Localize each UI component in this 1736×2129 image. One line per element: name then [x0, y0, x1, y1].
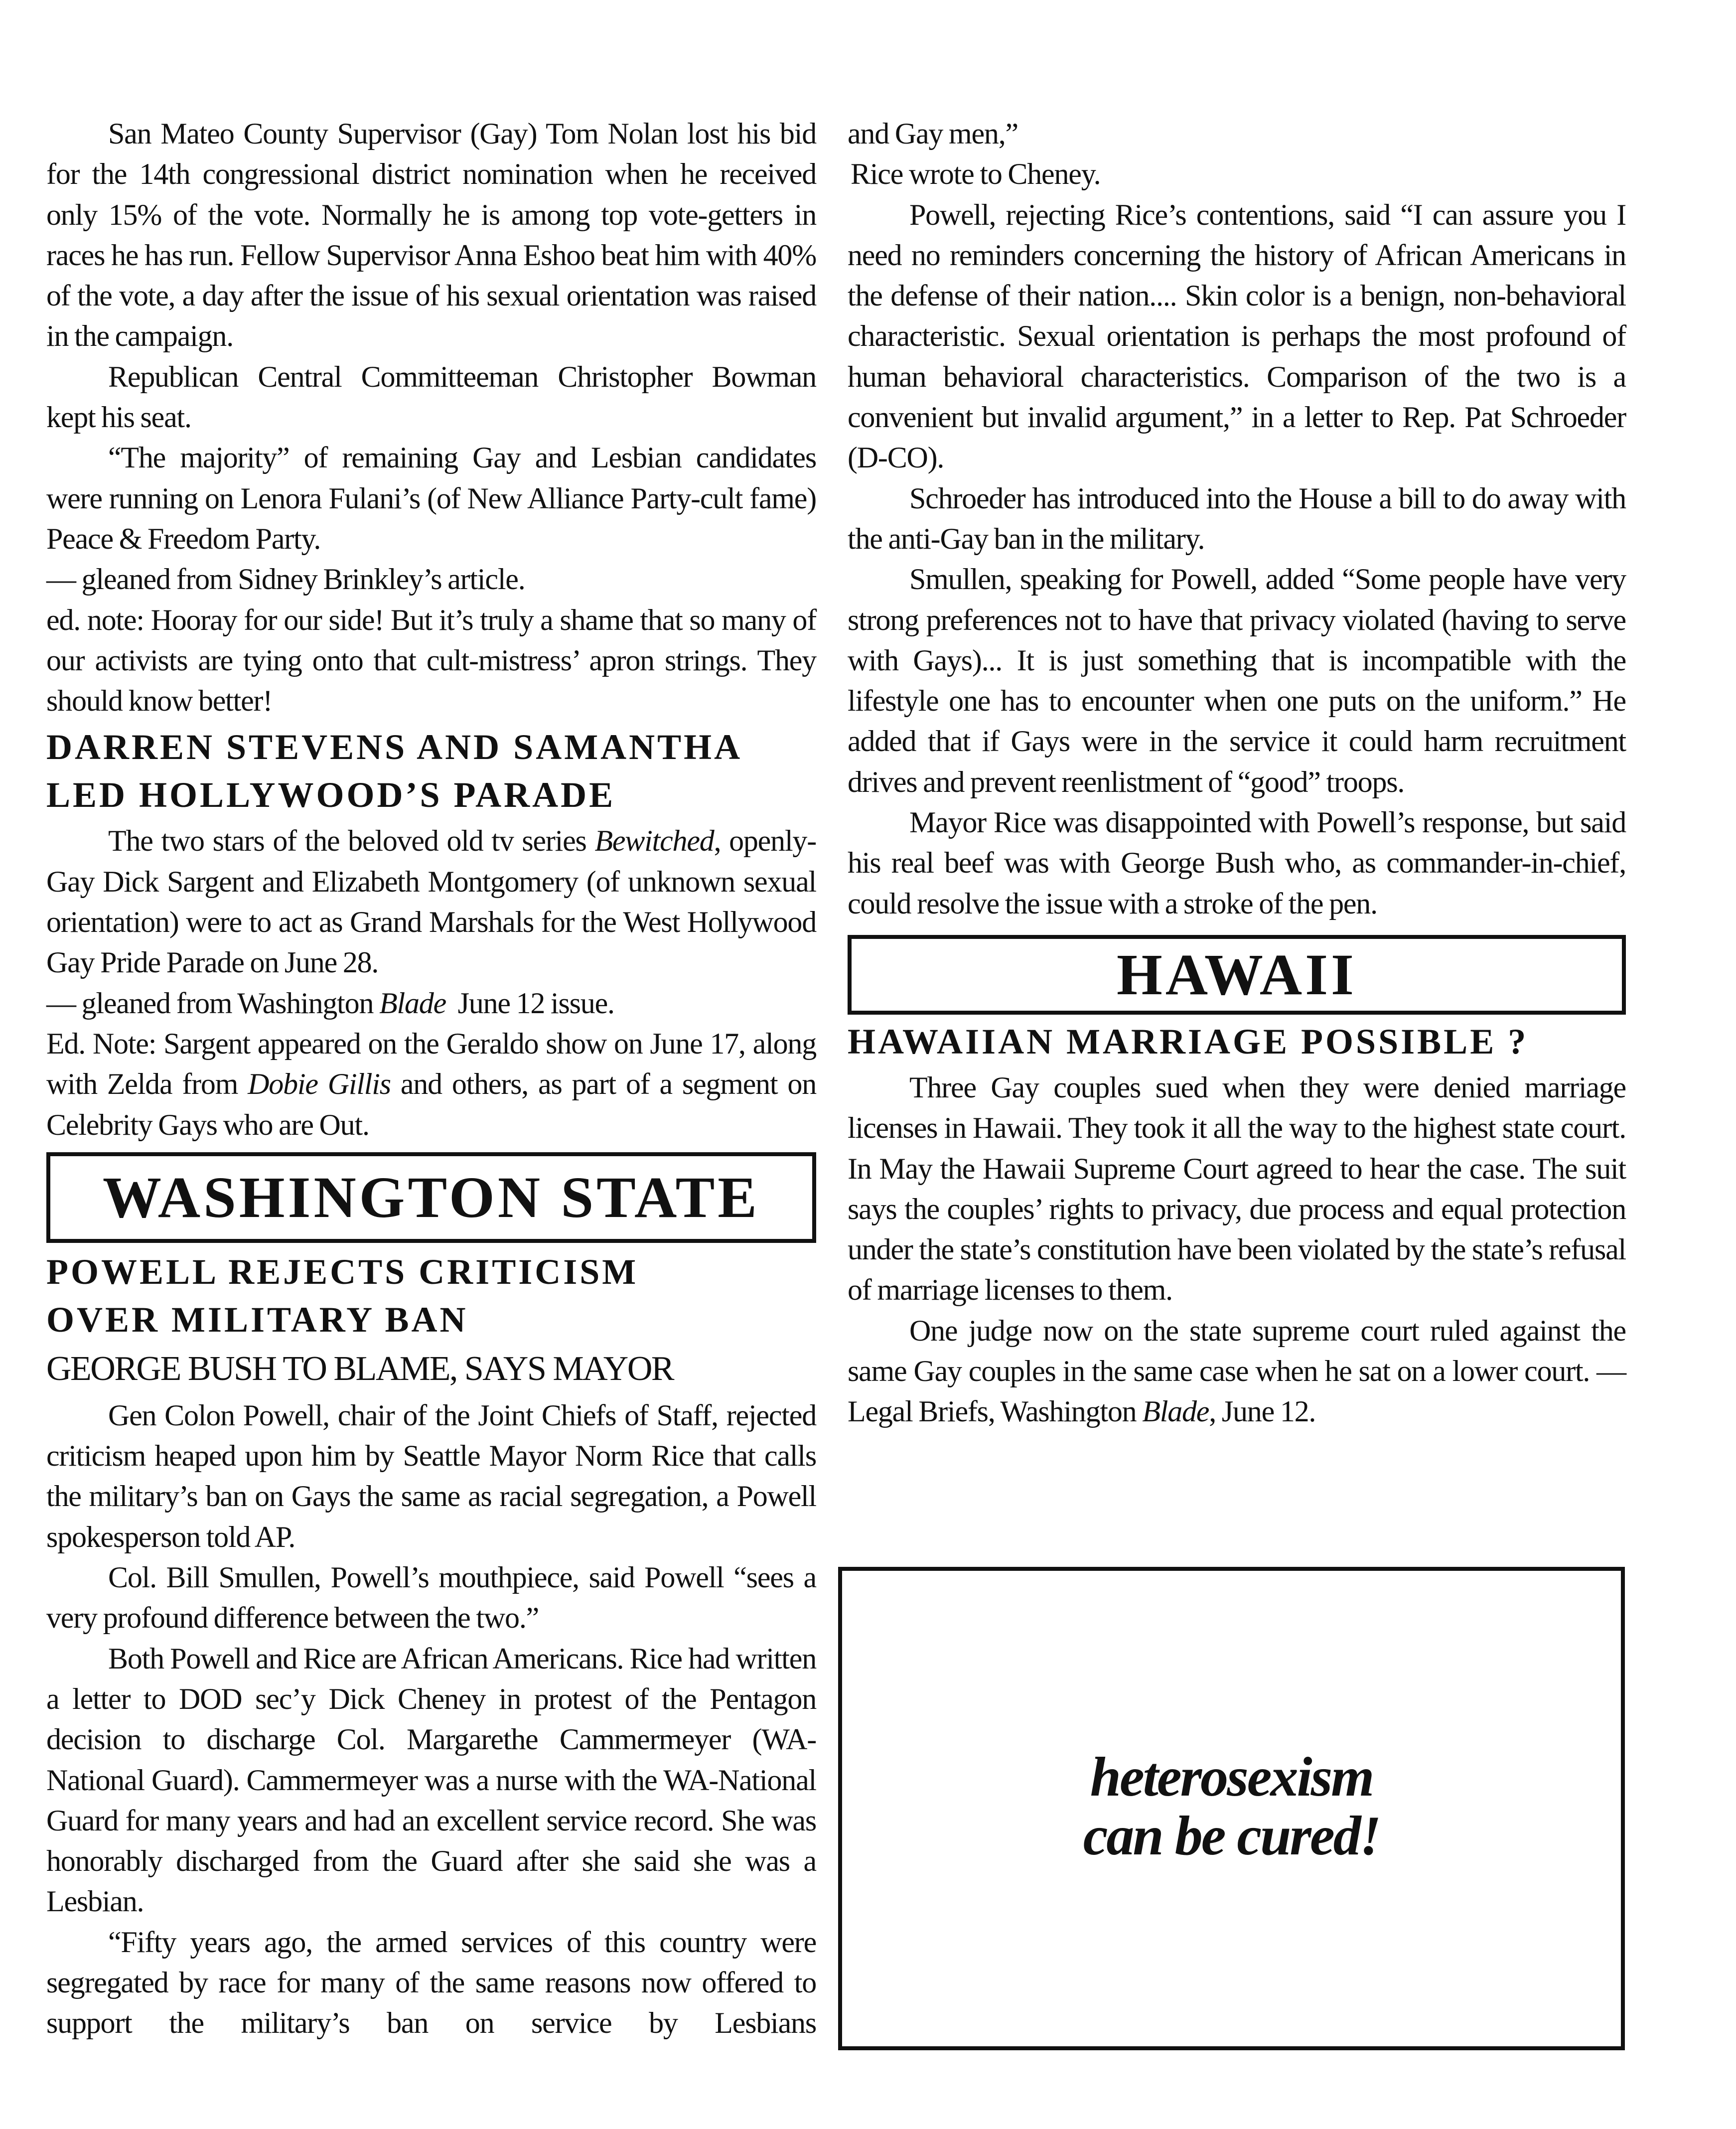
- right-column: [848, 114, 1626, 1432]
- source-credit: — gleaned from Sidney Brinkley’s article.: [46, 563, 525, 596]
- section-banner-hawaii: [848, 935, 1626, 1015]
- section-title: WASHINGTON STATE: [103, 1164, 760, 1230]
- continued-text: and Gay men,”: [848, 117, 1018, 150]
- editor-note: [46, 1024, 816, 1145]
- italic-title: Bewitched: [594, 824, 714, 858]
- schroeder-paragraph: Schroeder has introduced into the House a bill to do away with the anti-Gay ban in the military.: [848, 481, 1626, 555]
- article-bowman-paragraph: Republican Central Committeeman Christopher Bowman kept his seat.: [46, 360, 816, 434]
- left-column: [46, 114, 816, 2044]
- hawaii-paragraph: [848, 1311, 1626, 1432]
- ad-slogan-line: heterosexism: [1090, 1746, 1373, 1808]
- powell-paragraph: Both Powell and Rice are African Americans. Rice had written a letter to DOD sec’y Dick Cheney in protest of the Pentagon decision to discharge Col. Margarethe Cammermeyer (WA-National Guard). Cammermeyer was a nurse with the WA-National Guard for many years and had an excellent service record. She was honorably discharged from the Guard after she said she was a Lesbian.: [46, 1642, 816, 1918]
- text-span: Ed. Note: Sargent appeared on the Geraldo show on June 17, along with Zelda from: [46, 1027, 816, 1101]
- text-span: June 12 issue.: [446, 986, 614, 1020]
- editor-note: ed. note: Hooray for our side! But it’s truly a shame that so many of our activists are tying onto that cult-mistress’ apron strings. They should know better!: [46, 603, 816, 718]
- text-span: and others, as part of a segment on Celebrity Gays who are Out.: [46, 1067, 816, 1141]
- smullen-paragraph: Smullen, speaking for Powell, added “Some people have very strong preferences not to have that privacy violated (having to serve with Gays)... It is just something that is incompatible with the lifestyle one has to encounter when one puts on the uniform.” He added that if Gays were in the service it could harm recruitment drives and prevent reenlistment of “good” troops.: [848, 563, 1626, 798]
- advertisement-box: [838, 1567, 1625, 2050]
- headline-powell: POWELL REJECTS CRITICISM OVER MILITARY BAN: [46, 1251, 639, 1340]
- parade-paragraph: [46, 821, 816, 983]
- section-banner-washington: [46, 1152, 816, 1243]
- italic-title: Blade: [1142, 1395, 1209, 1428]
- continued-text: Rice wrote to Cheney.: [851, 157, 1101, 191]
- powell-paragraph: Col. Bill Smullen, Powell’s mouthpiece, said Powell “sees a very profound difference between the two.”: [46, 1561, 816, 1635]
- text-span: One judge now on the state supreme court ruled against the same Gay couples in the same case when he sat on a lower court. — Legal Briefs, Washington: [848, 1314, 1626, 1428]
- ad-slogan: [842, 1748, 1621, 1865]
- powell-response-paragraph: Powell, rejecting Rice’s contentions, said “I can assure you I need no reminders concerning the history of African Americans in the defense of their nation.... Skin color is a benign, non-behavioral characteristic. Sexual orientation is perhaps the most profound of human behavioral characteristics. Comparison of the two is a convenient but invalid argument,” in a letter to Rep. Pat Schroeder (D-CO).: [848, 198, 1626, 474]
- headline-hollywood-parade: DARREN STEVENS AND SAMANTHA LED HOLLYWOOD’S PARADE: [46, 727, 741, 815]
- section-title: HAWAII: [1117, 941, 1357, 1007]
- headline-hawaii: HAWAIIAN MARRIAGE POSSIBLE ?: [848, 1021, 1529, 1062]
- article-nolan-paragraph: San Mateo County Supervisor (Gay) Tom Nolan lost his bid for the 14th congressional district nomination when he received only 15% of the vote. Normally he is among top vote-getters in races he has run. Fellow Supervisor Anna Eshoo beat him with 40% of the vote, a day after the issue of his sexual orientation was raised in the campaign.: [46, 117, 816, 353]
- italic-title: Dobie Gillis: [248, 1067, 391, 1101]
- text-span: , openly-Gay Dick Sargent and Elizabeth Montgomery (of unknown sexual orientation) were to act as Grand Marshals for the West Hollywood Gay Pride Parade on June 28.: [46, 824, 817, 979]
- article-candidates-paragraph: “The majority” of remaining Gay and Lesbian candidates were running on Lenora Fulani’s (of New Alliance Party-cult fame) Peace & Freedom Party.: [46, 441, 816, 555]
- powell-paragraph: Gen Colon Powell, chair of the Joint Chiefs of Staff, rejected criticism heaped upon him by Seattle Mayor Norm Rice that calls the military’s ban on Gays the same as racial segregation, a Powell spokesperson told AP.: [46, 1398, 816, 1553]
- mayor-rice-paragraph: Mayor Rice was disappointed with Powell’s response, but said his real beef was with George Bush who, as commander-in-chief, could resolve the issue with a stroke of the pen.: [848, 806, 1626, 920]
- italic-title: Blade: [379, 986, 446, 1020]
- text-span: — gleaned from Washington: [46, 986, 380, 1020]
- text-span: The two stars of the beloved old tv series: [108, 824, 595, 858]
- source-credit: [46, 983, 816, 1024]
- hawaii-paragraph: Three Gay couples sued when they were denied marriage licenses in Hawaii. They took it all the way to the highest state court. In May the Hawaii Supreme Court agreed to hear the case. The suit says the couples’ rights to privacy, due process and equal protection under the state’s constitution have been violated by the state’s refusal of marriage licenses to them.: [848, 1070, 1626, 1307]
- powell-paragraph: “Fifty years ago, the armed services of this country were segregated by race for many of the same reasons now offered to support the military’s ban on service by Lesbians: [46, 1925, 816, 2040]
- subheadline-powell: GEORGE BUSH TO BLAME, SAYS MAYOR: [46, 1349, 674, 1388]
- text-span: , June 12.: [1209, 1395, 1316, 1428]
- ad-slogan-line: can be cured!: [1083, 1805, 1380, 1867]
